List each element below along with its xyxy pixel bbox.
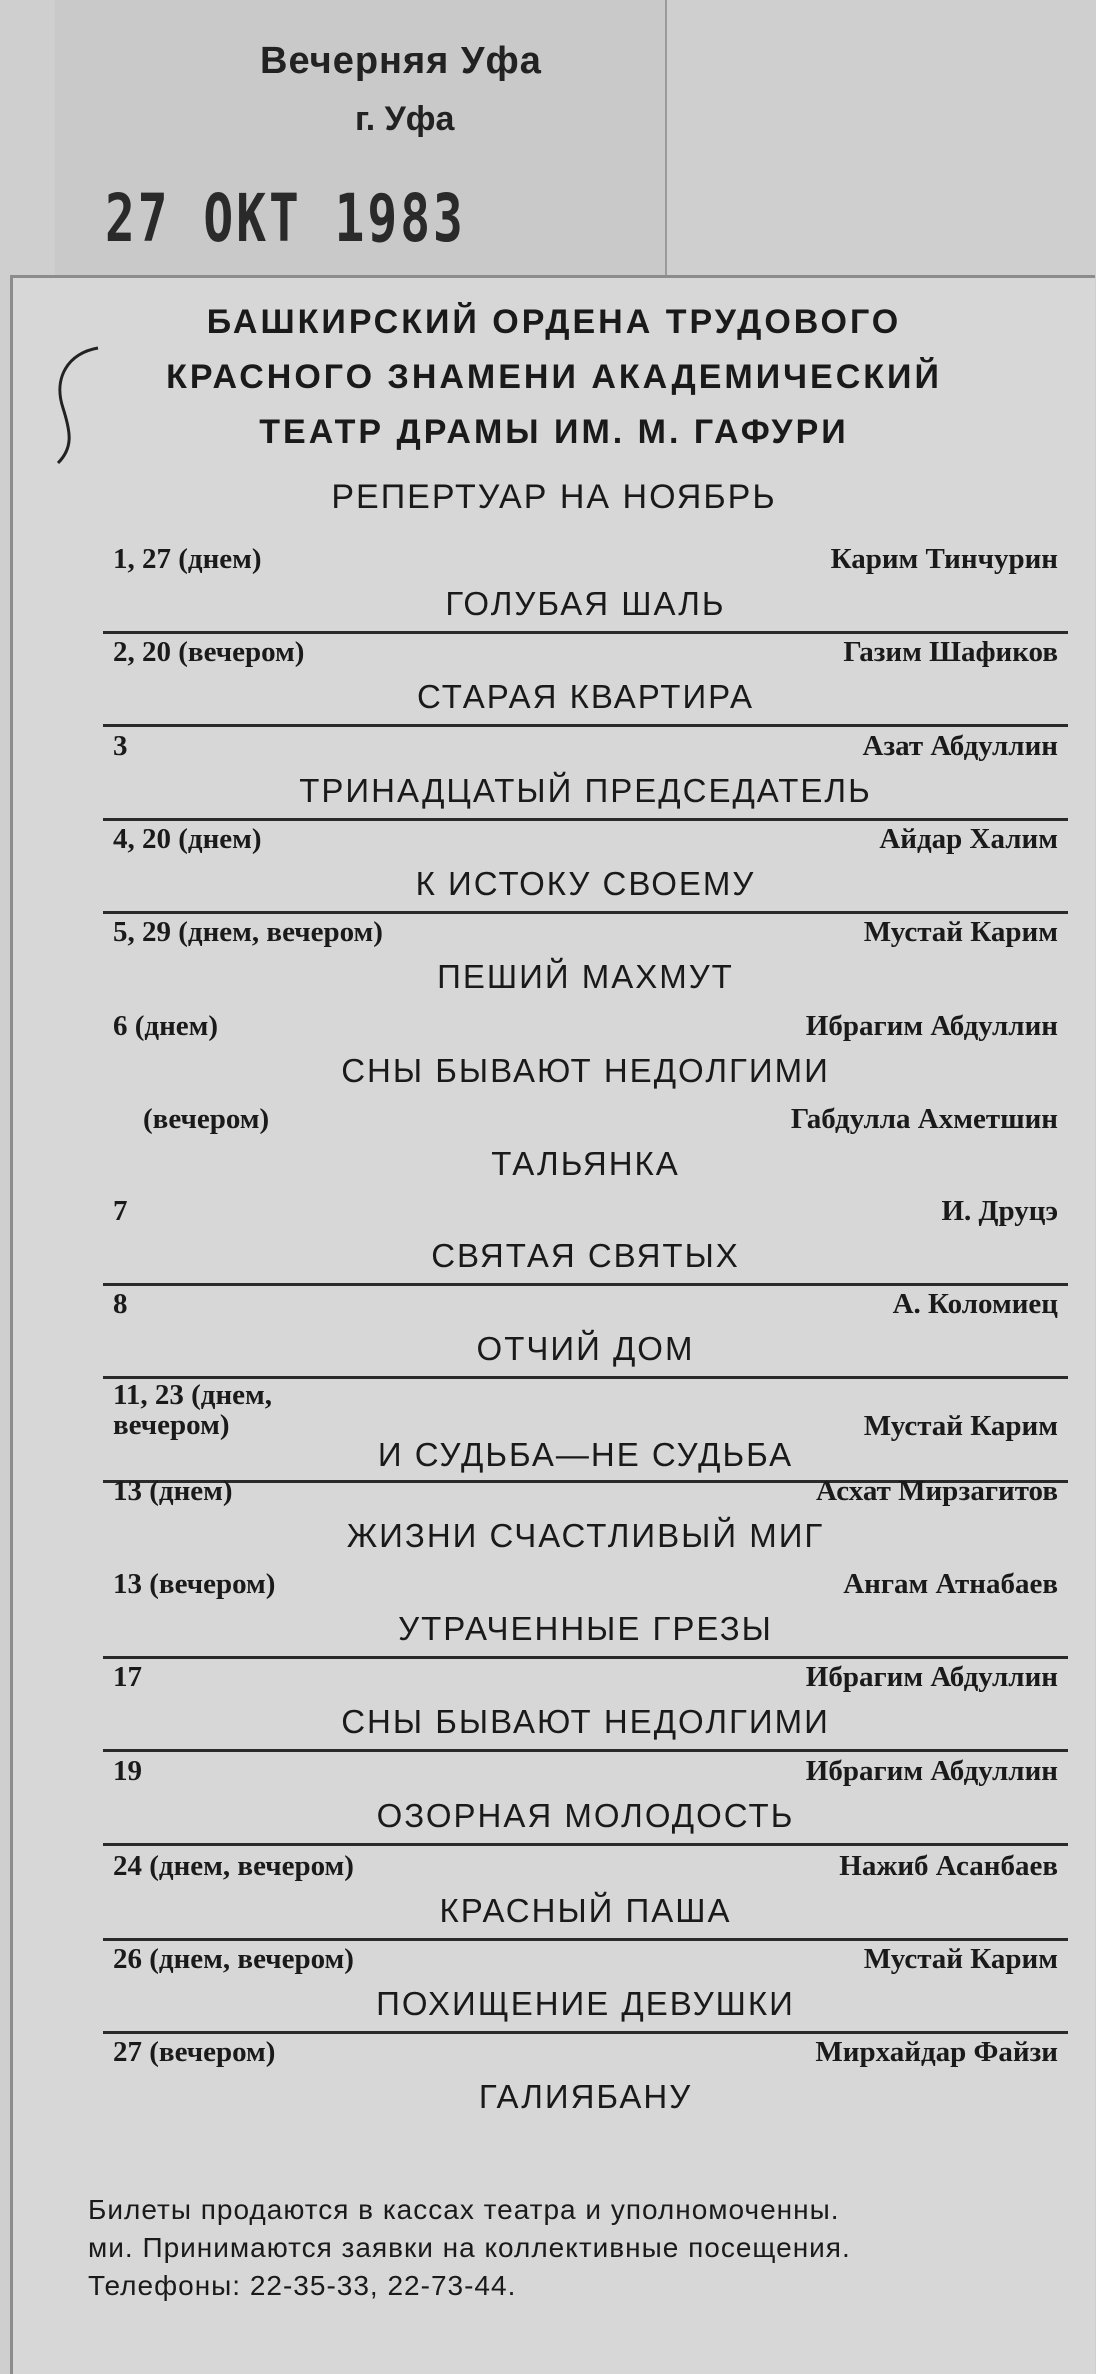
entry-play-title: И СУДЬБА—НЕ СУДЬБА	[377, 1436, 794, 1473]
ticket-info-line-3: Телефоны: 22-35-33, 22-73-44.	[88, 2270, 517, 2301]
entry-author: Азат Абдуллин	[862, 730, 1058, 762]
entry-dates: 1, 27 (днем)	[113, 543, 262, 575]
entry-play-title: ЖИЗНИ СЧАСТЛИВЫЙ МИГ	[346, 1517, 825, 1554]
entry-author: Нажиб Асанбаев	[839, 1850, 1058, 1882]
entry-play-title: СТАРАЯ КВАРТИРА	[417, 678, 754, 715]
entry-divider	[103, 1749, 1068, 1752]
entry-play-title: ОТЧИЙ ДОМ	[476, 1330, 695, 1367]
repertoire-entry	[103, 543, 1068, 635]
entry-author: Мирхайдар Файзи	[815, 2036, 1058, 2068]
entry-author: Ибрагим Абдуллин	[805, 1010, 1058, 1042]
repertoire-entry	[103, 1010, 1068, 1102]
entry-play-title: К ИСТОКУ СВОЕМУ	[415, 865, 756, 902]
theatre-name-line-2: КРАСНОГО ЗНАМЕНИ АКАДЕМИЧЕСКИЙ	[166, 358, 942, 396]
entry-author: Газим Шафиков	[843, 636, 1058, 668]
entry-play-title: КРАСНЫЙ ПАША	[439, 1892, 732, 1929]
entry-author: Асхат Мирзагитов	[816, 1475, 1058, 1507]
entry-dates: 13 (днем)	[113, 1475, 233, 1507]
entry-author: А. Коломиец	[892, 1288, 1058, 1320]
entry-dates: 19	[113, 1755, 142, 1787]
entry-divider	[103, 1283, 1068, 1286]
entry-play-title: СНЫ БЫВАЮТ НЕДОЛГИМИ	[341, 1052, 830, 1089]
entry-play-title: ТАЛЬЯНКА	[491, 1145, 680, 1182]
repertoire-entry	[103, 1661, 1068, 1753]
ticket-info-line-1: Билеты продаются в кассах театра и уполномоченны.	[88, 2194, 840, 2225]
repertoire-title: РЕПЕРТУАР НА НОЯБРЬ	[331, 478, 777, 516]
entry-dates: 6 (днем)	[113, 1010, 219, 1042]
ticket-info-line-2: ми. Принимаются заявки на коллективные посещения.	[88, 2232, 851, 2263]
entry-dates: 4, 20 (днем)	[113, 823, 262, 855]
theatre-name-line-3: ТЕАТР ДРАМЫ ИМ. М. ГАФУРИ	[259, 413, 849, 451]
entry-author: Ибрагим Абдуллин	[805, 1755, 1058, 1787]
entry-play-title: ПОХИЩЕНИЕ ДЕВУШКИ	[376, 1985, 795, 2022]
newspaper-clipping	[10, 275, 1095, 2374]
entry-play-title: ГАЛИЯБАНУ	[478, 2078, 693, 2115]
entry-dates: 13 (вечером)	[113, 1568, 276, 1600]
stamp-date: 27 ОКТ 1983	[105, 180, 466, 257]
entry-divider	[103, 911, 1068, 914]
entry-play-title: УТРАЧЕННЫЕ ГРЕЗЫ	[398, 1610, 773, 1647]
repertoire-entry	[103, 730, 1068, 822]
entry-dates: 8	[113, 1288, 128, 1320]
repertoire-entry	[103, 1568, 1068, 1660]
entry-divider	[103, 2031, 1068, 2034]
entry-author: Айдар Халим	[879, 823, 1058, 855]
entry-author: Ангам Атнабаев	[843, 1568, 1058, 1600]
repertoire-entry	[103, 1195, 1068, 1287]
stamp-newspaper-name: Вечерняя Уфа	[260, 40, 542, 82]
entry-author: И. Друцэ	[941, 1195, 1058, 1227]
entry-dates: 24 (днем, вечером)	[113, 1850, 354, 1882]
stamp-city: г. Уфа	[355, 100, 455, 138]
repertoire-entry	[103, 1850, 1068, 1942]
entry-dates: 2, 20 (вечером)	[113, 636, 305, 668]
repertoire-entry	[103, 1103, 1068, 1195]
entry-play-title: СНЫ БЫВАЮТ НЕДОЛГИМИ	[341, 1703, 830, 1740]
entry-dates: 11, 23 (днем, вечером)	[113, 1379, 273, 1441]
entry-divider	[103, 631, 1068, 634]
entry-play-title: ТРИНАДЦАТЫЙ ПРЕДСЕДАТЕЛЬ	[299, 772, 872, 809]
entry-dates: 26 (днем, вечером)	[113, 1943, 354, 1975]
repertoire-entry	[103, 1755, 1068, 1847]
entry-divider	[103, 724, 1068, 727]
repertoire-entry	[103, 916, 1068, 1008]
entry-author: Карим Тинчурин	[830, 543, 1058, 575]
repertoire-entry	[103, 1943, 1068, 2035]
entry-author: Мустай Карим	[863, 1410, 1058, 1442]
entry-play-title: ОЗОРНАЯ МОЛОДОСТЬ	[376, 1797, 795, 1834]
entry-play-title: ГОЛУБАЯ ШАЛЬ	[445, 585, 726, 622]
repertoire-entry	[103, 1288, 1068, 1380]
entry-dates: 3	[113, 730, 128, 762]
entry-divider	[103, 1843, 1068, 1846]
entry-author: Габдулла Ахметшин	[790, 1103, 1058, 1135]
newspaper-stamp	[55, 0, 667, 280]
entry-author: Мустай Карим	[863, 916, 1058, 948]
entry-dates: (вечером)	[143, 1103, 270, 1135]
entry-author: Ибрагим Абдуллин	[805, 1661, 1058, 1693]
theatre-name-line-1: БАШКИРСКИЙ ОРДЕНА ТРУДОВОГО	[206, 303, 902, 341]
repertoire-entry	[103, 636, 1068, 728]
entry-author: Мустай Карим	[863, 1943, 1058, 1975]
entry-dates: 5, 29 (днем, вечером)	[113, 916, 383, 948]
entry-dates: 7	[113, 1195, 128, 1227]
entry-divider	[103, 1656, 1068, 1659]
repertoire-entry	[103, 1380, 1068, 1472]
entry-divider	[103, 818, 1068, 821]
entry-play-title: СВЯТАЯ СВЯТЫХ	[431, 1237, 740, 1274]
repertoire-entry	[103, 2036, 1068, 2128]
repertoire-entry	[103, 823, 1068, 915]
entry-dates: 17	[113, 1661, 142, 1693]
entry-dates: 27 (вечером)	[113, 2036, 276, 2068]
entry-divider	[103, 1938, 1068, 1941]
ticket-info	[88, 2191, 1068, 2305]
entry-play-title: ПЕШИЙ МАХМУТ	[437, 958, 734, 995]
repertoire-entry	[103, 1475, 1068, 1567]
